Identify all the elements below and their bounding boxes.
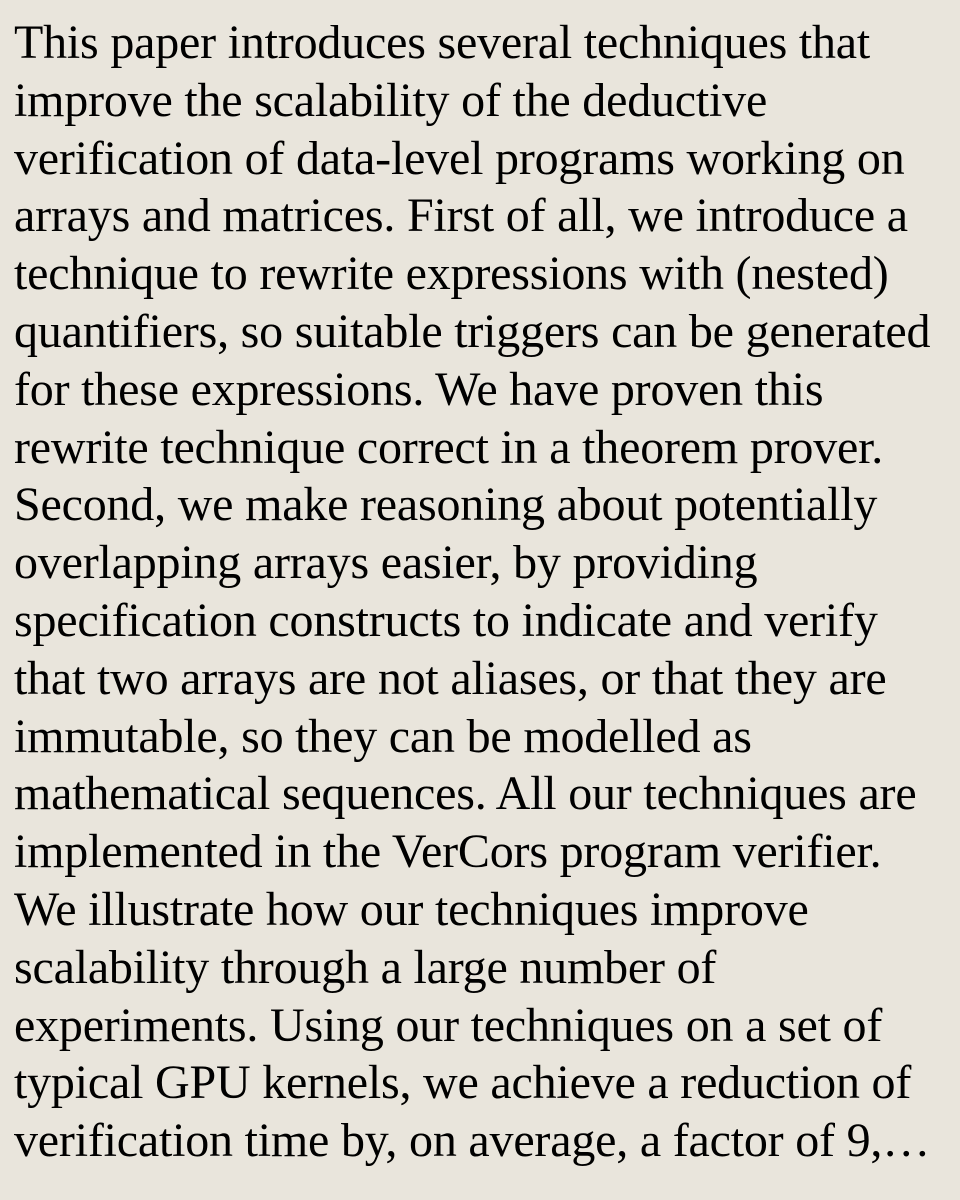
- abstract-line: Second, we make reasoning about potentially: [14, 478, 878, 532]
- abstract-line: mathematical sequences. All our techniques are: [14, 767, 917, 821]
- abstract-line: experiments. Using our techniques on a set of: [14, 998, 883, 1052]
- abstract-line: specification constructs to indicate and verify: [14, 593, 878, 647]
- abstract-line: verification of data-level programs working on: [14, 131, 905, 185]
- abstract-line: verification time by, on average, a factor of 9,…: [14, 1114, 931, 1168]
- abstract-line: implemented in the VerCors program verifier.: [14, 825, 882, 879]
- abstract-line: improve the scalability of the deductive: [14, 73, 768, 127]
- abstract-line: technique to rewrite expressions with (nested): [14, 247, 889, 301]
- abstract-line: We illustrate how our techniques improve: [14, 882, 809, 936]
- abstract-line: scalability through a large number of: [14, 940, 717, 994]
- abstract-line: typical GPU kernels, we achieve a reduction of: [14, 1056, 912, 1110]
- abstract-line: immutable, so they can be modelled as: [14, 709, 752, 763]
- abstract-line: quantifiers, so suitable triggers can be generated: [14, 304, 931, 358]
- abstract-line: that two arrays are not aliases, or that they are: [14, 651, 887, 705]
- abstract-line: arrays and matrices. First of all, we introduce a: [14, 189, 908, 243]
- abstract-text: [14, 14, 960, 1170]
- abstract-line: rewrite technique correct in a theorem prover.: [14, 420, 884, 474]
- abstract-line: This paper introduces several techniques that: [14, 16, 871, 69]
- abstract-line: overlapping arrays easier, by providing: [14, 536, 758, 590]
- abstract-line: for these expressions. We have proven this: [14, 362, 824, 416]
